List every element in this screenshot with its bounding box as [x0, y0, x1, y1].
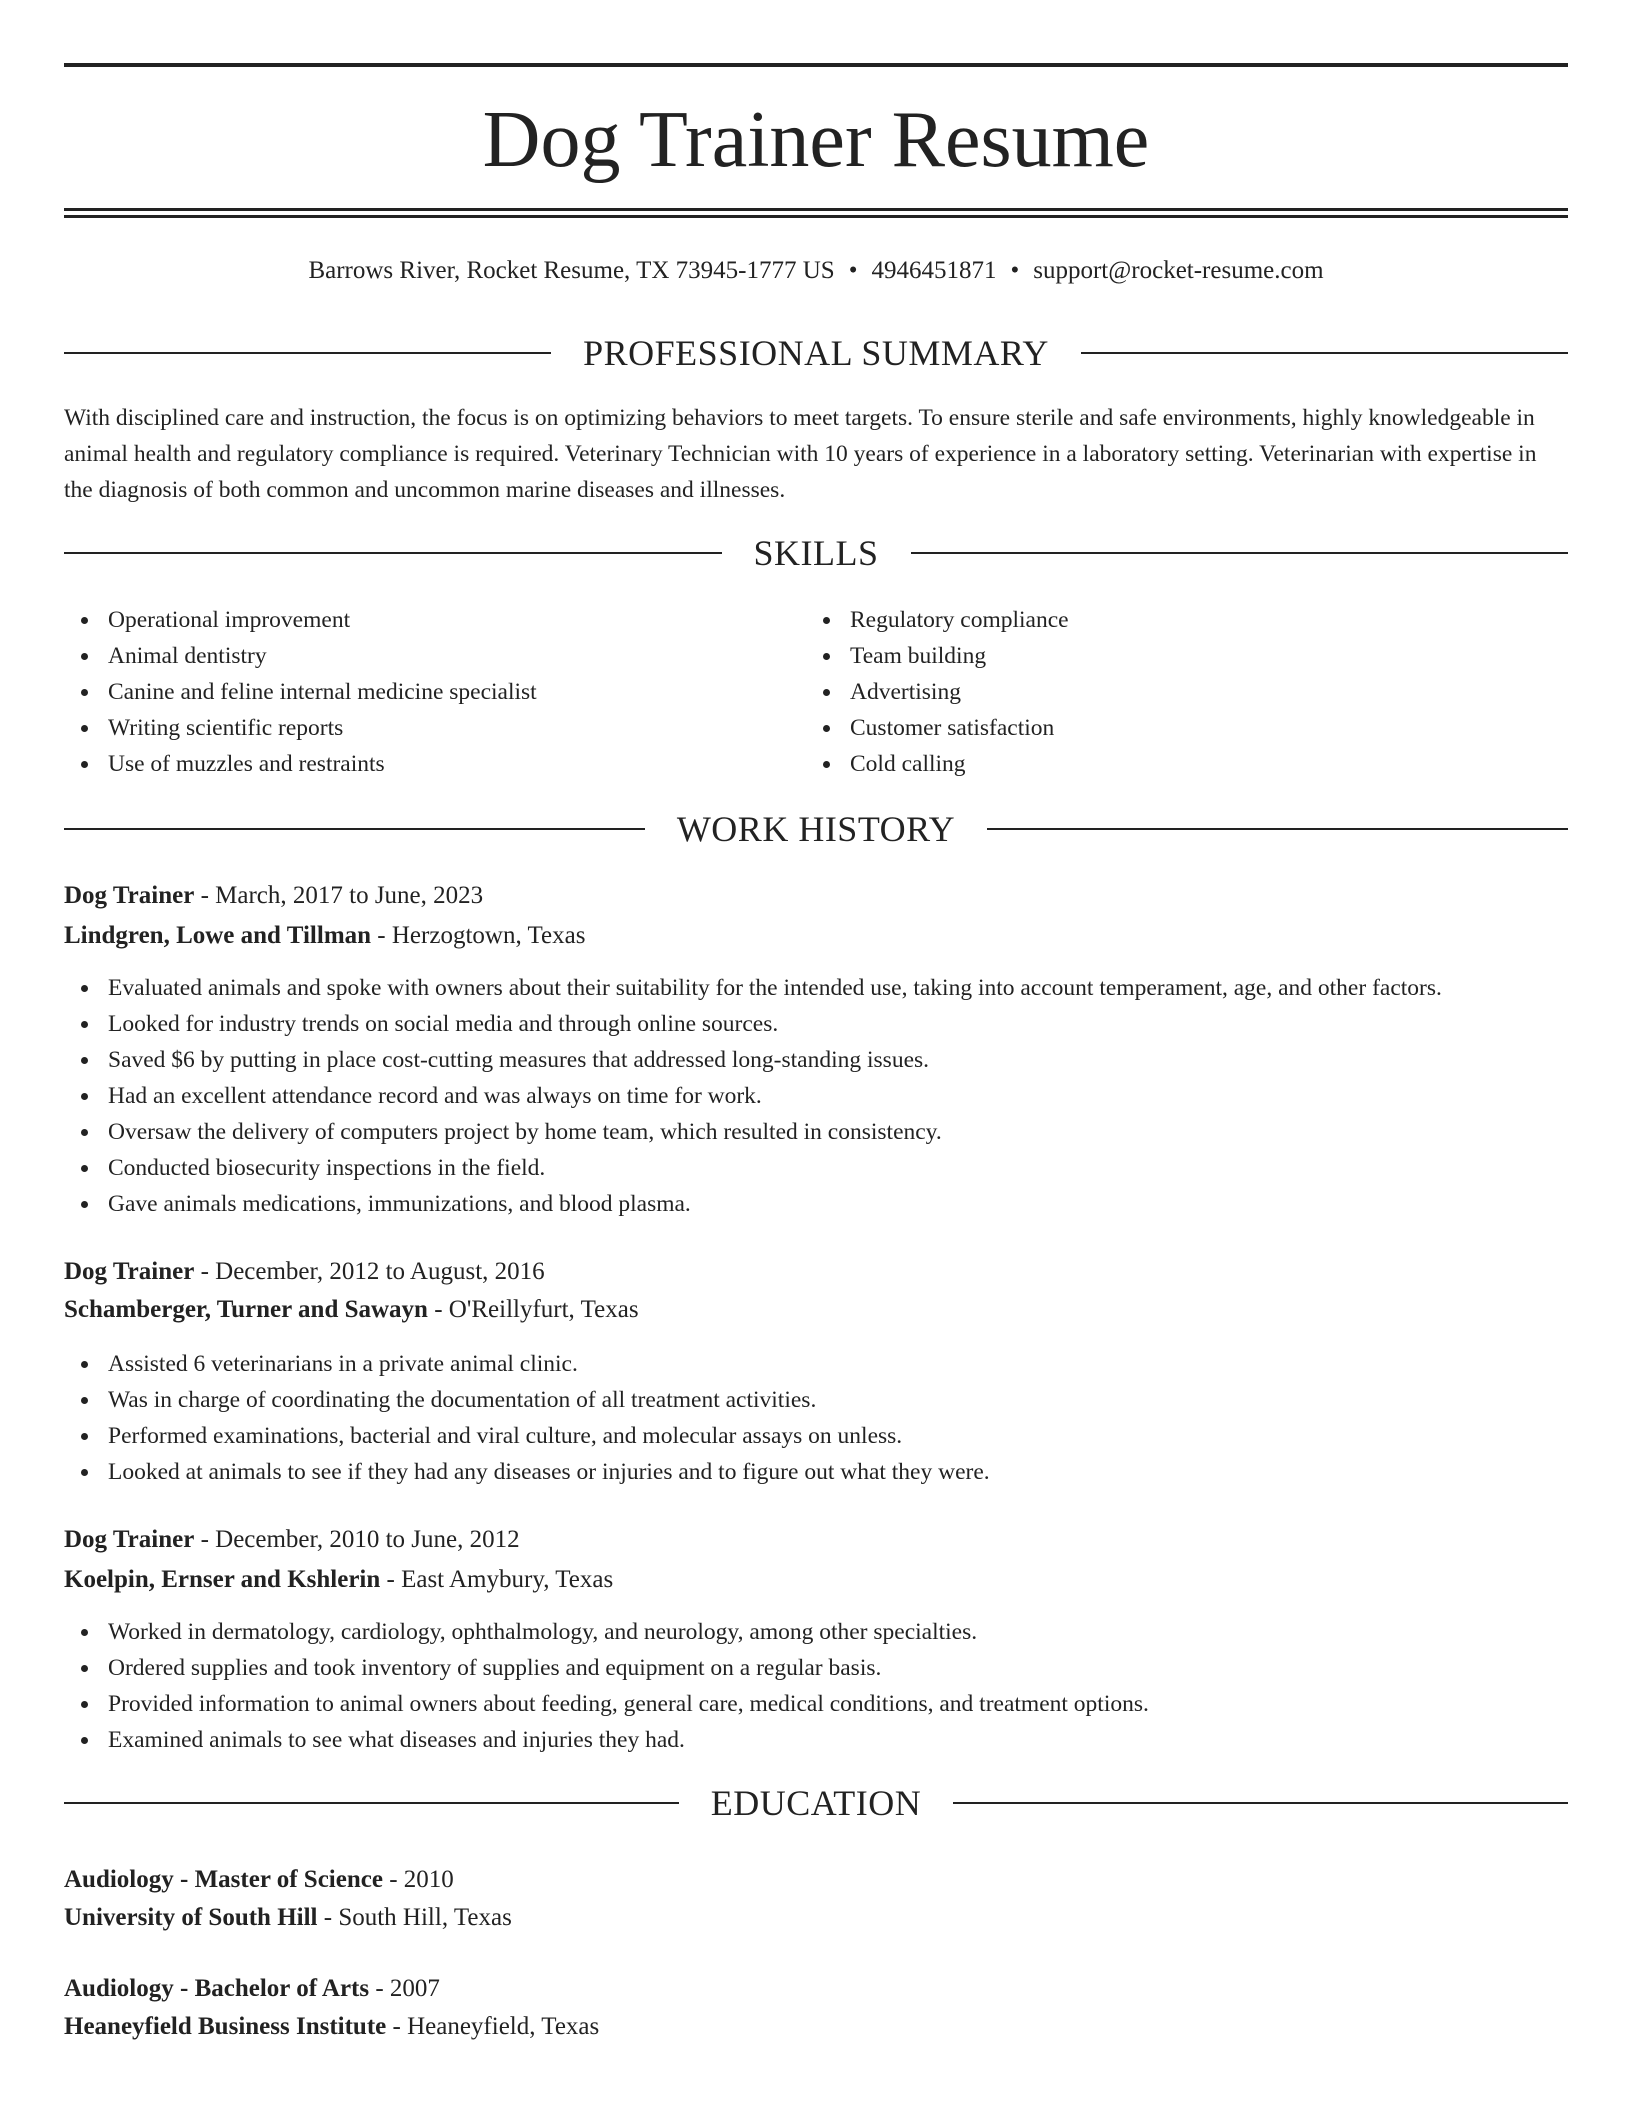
section-rule: [64, 552, 722, 554]
contact-address: Barrows River, Rocket Resume, TX 73945-1777 US: [308, 257, 835, 284]
job-company-line: [64, 1562, 1568, 1598]
skill-item: Advertising: [806, 674, 1546, 710]
skill-item: Customer satisfaction: [806, 710, 1546, 746]
job-bullet: Had an excellent attendance record and was always on time for work.: [64, 1078, 1568, 1114]
education-year: - 2010: [382, 1866, 454, 1893]
section-title-work: WORK HISTORY: [676, 809, 956, 849]
job-bullet: Conducted biosecurity inspections in the field.: [64, 1150, 1568, 1186]
title-rule-lower: [64, 215, 1568, 218]
section-header-summary: [64, 331, 1568, 375]
skill-item: Animal dentistry: [64, 638, 804, 674]
section-rule: [911, 552, 1569, 554]
job-company: Schamberger, Turner and Sawayn: [64, 1296, 428, 1323]
skill-item: Operational improvement: [64, 602, 804, 638]
job-title-line: [64, 1254, 1568, 1290]
job-company: Lindgren, Lowe and Tillman: [64, 922, 372, 949]
section-rule: [987, 828, 1568, 830]
section-header-work: [64, 807, 1568, 851]
education-degree: Audiology - Bachelor of Arts: [64, 1975, 370, 2002]
skill-item: Cold calling: [806, 746, 1546, 782]
job-bullet: Oversaw the delivery of computers project by home team, which resulted in consistency.: [64, 1114, 1568, 1150]
job-bullet: Performed examinations, bacterial and viral culture, and molecular assays on unless.: [64, 1418, 1568, 1454]
job-company-line: [64, 1292, 1568, 1328]
skills-list-left: [64, 602, 804, 782]
contact-email: support@rocket-resume.com: [1033, 257, 1324, 284]
job-bullet: Gave animals medications, immunizations, and blood plasma.: [64, 1186, 1568, 1222]
job-bullet: Looked at animals to see if they had any diseases or injuries and to figure out what they were.: [64, 1454, 1568, 1490]
job-location: - Herzogtown, Texas: [371, 922, 586, 949]
contact-phone: 4946451871: [871, 257, 997, 284]
education-location: - South Hill, Texas: [317, 1904, 512, 1931]
skill-item: Regulatory compliance: [806, 602, 1546, 638]
section-header-education: [64, 1781, 1568, 1825]
section-header-skills: [64, 531, 1568, 575]
education-degree: Audiology - Master of Science: [64, 1866, 383, 1893]
job-title-line: [64, 878, 1568, 914]
contact-separator: •: [848, 257, 858, 284]
section-rule: [64, 1802, 679, 1804]
skills-list-right: [806, 602, 1546, 782]
top-rule: [64, 63, 1568, 67]
job-company: Koelpin, Ernser and Kshlerin: [64, 1566, 381, 1593]
summary-text: With disciplined care and instruction, the focus is on optimizing behaviors to meet targets. To ensure sterile and safe environments, highly knowledgeable in animal health and regulatory compliance is required. Veterinary Technician with 10 years of experience in a laboratory setting. Veterinarian with expertise in the diagnosis of both common and uncommon marine diseases and illnesses.: [64, 405, 1537, 503]
job-bullet: Ordered supplies and took inventory of supplies and equipment on a regular basis.: [64, 1650, 1568, 1686]
section-title-skills: SKILLS: [753, 533, 879, 573]
section-rule: [64, 352, 551, 354]
job-bullet: Worked in dermatology, cardiology, ophthalmology, and neurology, among other specialties.: [64, 1614, 1568, 1650]
job-dates: - March, 2017 to June, 2023: [194, 882, 484, 909]
section-title-education: EDUCATION: [710, 1783, 922, 1823]
skill-item: Canine and feline internal medicine specialist: [64, 674, 804, 710]
skill-item: Writing scientific reports: [64, 710, 804, 746]
job-title-line: [64, 1522, 1568, 1558]
job-title: Dog Trainer: [64, 1526, 195, 1553]
job-company-line: [64, 918, 1568, 954]
job-bullet: Was in charge of coordinating the documentation of all treatment activities.: [64, 1382, 1568, 1418]
job-bullets: [64, 1614, 1568, 1758]
job-bullet: Examined animals to see what diseases and injuries they had.: [64, 1722, 1568, 1758]
education-school: University of South Hill: [64, 1904, 318, 1931]
job-bullet: Saved $6 by putting in place cost-cutting measures that addressed long-standing issues.: [64, 1042, 1568, 1078]
section-rule: [1081, 352, 1568, 354]
skill-item: Use of muzzles and restraints: [64, 746, 804, 782]
job-bullet: Evaluated animals and spoke with owners about their suitability for the intended use, taking into account temperament, age, and other factors.: [64, 970, 1568, 1006]
job-dates: - December, 2010 to June, 2012: [194, 1526, 520, 1553]
education-school: Heaneyfield Business Institute: [64, 2013, 387, 2040]
job-bullet: Assisted 6 veterinarians in a private animal clinic.: [64, 1346, 1568, 1382]
job-bullet: Provided information to animal owners about feeding, general care, medical conditions, and treatment options.: [64, 1686, 1568, 1722]
job-bullets: [64, 970, 1568, 1222]
skill-item: Team building: [806, 638, 1546, 674]
education-degree-line: [64, 1971, 1568, 2007]
section-title-summary: PROFESSIONAL SUMMARY: [583, 333, 1049, 373]
job-location: - East Amybury, Texas: [380, 1566, 614, 1593]
job-dates: - December, 2012 to August, 2016: [194, 1258, 545, 1285]
section-rule: [64, 828, 645, 830]
contact-line: [64, 254, 1568, 288]
job-title: Dog Trainer: [64, 1258, 195, 1285]
title-rule-upper: [64, 208, 1568, 211]
education-school-line: [64, 2009, 1568, 2045]
section-rule: [953, 1802, 1568, 1804]
education-year: - 2007: [369, 1975, 440, 2002]
job-title: Dog Trainer: [64, 882, 195, 909]
job-bullets: [64, 1346, 1568, 1490]
job-bullet: Looked for industry trends on social media and through online sources.: [64, 1006, 1568, 1042]
education-school-line: [64, 1900, 1568, 1936]
job-location: - O'Reillyfurt, Texas: [427, 1296, 639, 1323]
education-degree-line: [64, 1862, 1568, 1898]
contact-separator: •: [1010, 257, 1020, 284]
resume-title: Dog Trainer Resume: [482, 96, 1150, 184]
education-location: - Heaneyfield, Texas: [386, 2013, 600, 2040]
